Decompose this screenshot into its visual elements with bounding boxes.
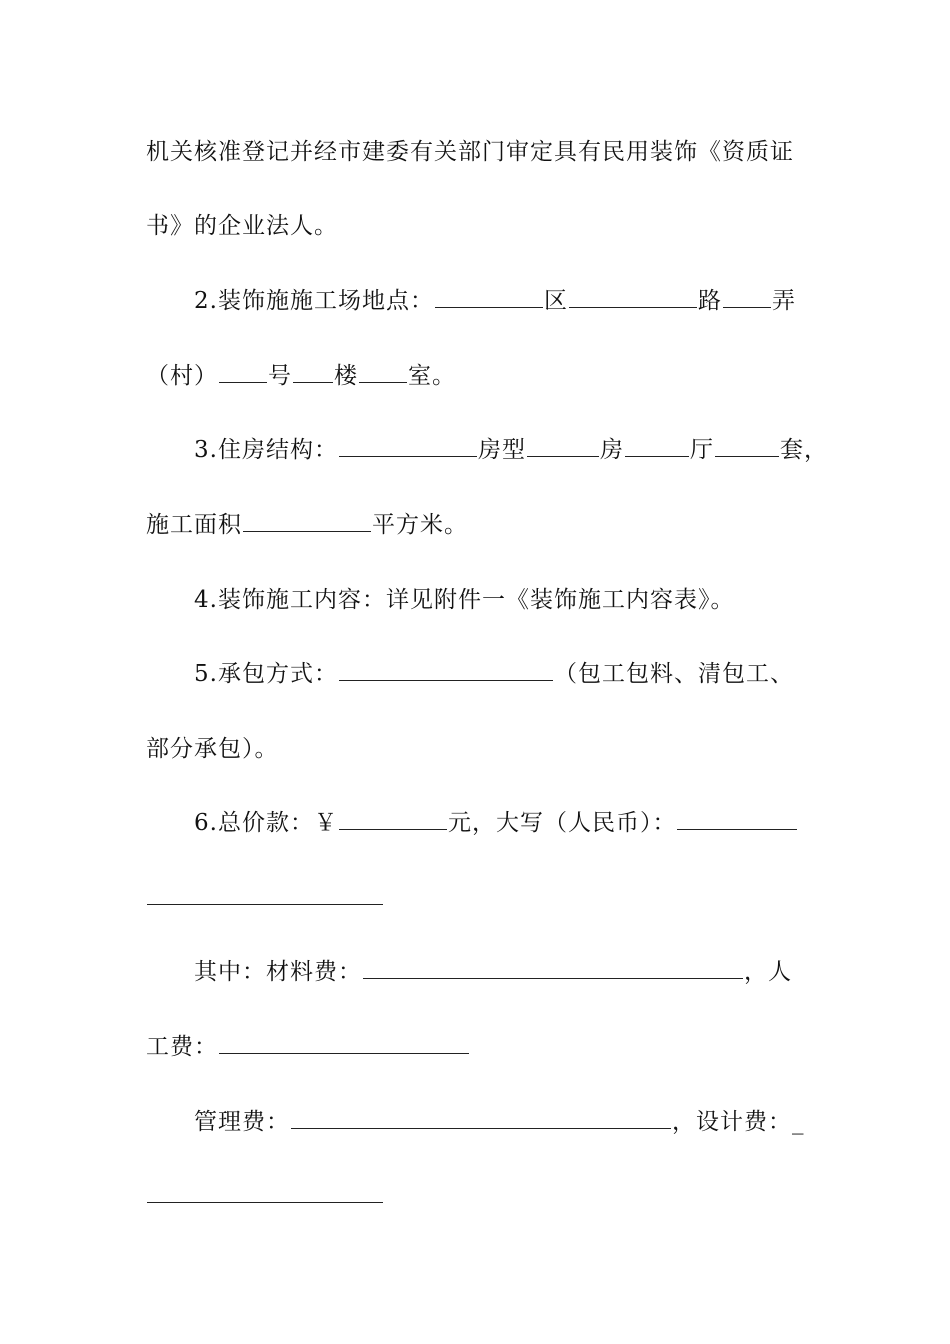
road-blank[interactable] bbox=[569, 285, 697, 308]
management-fee-label: 管理费： bbox=[194, 1109, 290, 1135]
sets-label: 套， bbox=[779, 437, 828, 463]
item-5-continued bbox=[146, 729, 826, 769]
contract-method-blank[interactable] bbox=[339, 658, 553, 681]
labor-fee-line bbox=[146, 1027, 826, 1067]
item-5-contract-method bbox=[146, 654, 874, 694]
item-label: 6.总价款：￥ bbox=[194, 810, 338, 836]
district-label: 区 bbox=[543, 288, 568, 314]
method-options: （包工包料、清包工、 bbox=[553, 661, 794, 687]
item-6-continued bbox=[146, 878, 826, 918]
price-amount-blank[interactable] bbox=[339, 807, 447, 830]
price-words-blank-continued[interactable] bbox=[147, 882, 383, 905]
halls-label: 厅 bbox=[689, 437, 714, 463]
item-4-construction-content bbox=[146, 580, 874, 620]
labor-fee-label: 工费： bbox=[146, 1034, 218, 1060]
management-fee-line bbox=[146, 1102, 874, 1142]
labor-fee-blank[interactable] bbox=[219, 1031, 469, 1054]
item-label: 2.装饰施施工场地点： bbox=[194, 288, 434, 314]
area-label: 施工面积 bbox=[146, 512, 242, 538]
item-2-construction-site bbox=[146, 281, 874, 321]
building-blank[interactable] bbox=[293, 360, 333, 383]
item-3-housing-structure bbox=[146, 430, 874, 470]
room-label: 室。 bbox=[408, 363, 456, 389]
item-3-continued bbox=[146, 505, 826, 545]
price-words-blank[interactable] bbox=[677, 807, 797, 830]
road-label: 路 bbox=[697, 288, 722, 314]
material-fee-line bbox=[146, 952, 874, 992]
line-text: 书》的企业法人。 bbox=[146, 213, 338, 239]
rooms-blank[interactable] bbox=[527, 434, 599, 457]
design-fee-blank[interactable] bbox=[147, 1180, 383, 1203]
area-unit: 平方米。 bbox=[372, 512, 468, 538]
line-text: 4.装饰施工内容：详见附件一《装饰施工内容表》。 bbox=[194, 587, 735, 613]
paragraph-line-1 bbox=[146, 132, 826, 172]
room-blank[interactable] bbox=[359, 360, 407, 383]
item-label: 3.住房结构： bbox=[194, 437, 338, 463]
design-fee-line bbox=[146, 1176, 826, 1216]
halls-blank[interactable] bbox=[625, 434, 689, 457]
line-text: 部分承包）。 bbox=[146, 736, 279, 762]
item-label: 5.承包方式： bbox=[194, 661, 338, 687]
material-fee-label: 其中：材料费： bbox=[194, 959, 362, 985]
lane-blank[interactable] bbox=[723, 285, 771, 308]
number-blank[interactable] bbox=[219, 360, 267, 383]
structure-blank[interactable] bbox=[339, 434, 477, 457]
building-label: 楼 bbox=[334, 363, 358, 389]
village-label: （村） bbox=[146, 363, 218, 389]
price-words-label: 元，大写（人民币）： bbox=[447, 810, 677, 836]
paragraph-line-2 bbox=[146, 206, 826, 246]
district-blank[interactable] bbox=[435, 285, 543, 308]
rooms-label: 房 bbox=[599, 437, 624, 463]
number-label: 号 bbox=[268, 363, 292, 389]
sets-blank[interactable] bbox=[715, 434, 779, 457]
area-blank[interactable] bbox=[243, 509, 371, 532]
labor-fee-label-start: ，人 bbox=[744, 959, 792, 985]
layout-label: 房型 bbox=[477, 437, 526, 463]
material-fee-blank[interactable] bbox=[363, 956, 743, 979]
design-fee-label: ，设计费：_ bbox=[672, 1109, 805, 1135]
management-fee-blank[interactable] bbox=[291, 1106, 671, 1129]
item-6-total-price bbox=[146, 803, 874, 843]
line-text: 机关核准登记并经市建委有关部门审定具有民用装饰《资质证 bbox=[146, 139, 794, 165]
item-2-continued bbox=[146, 356, 826, 396]
lane-label: 弄 bbox=[771, 288, 796, 314]
